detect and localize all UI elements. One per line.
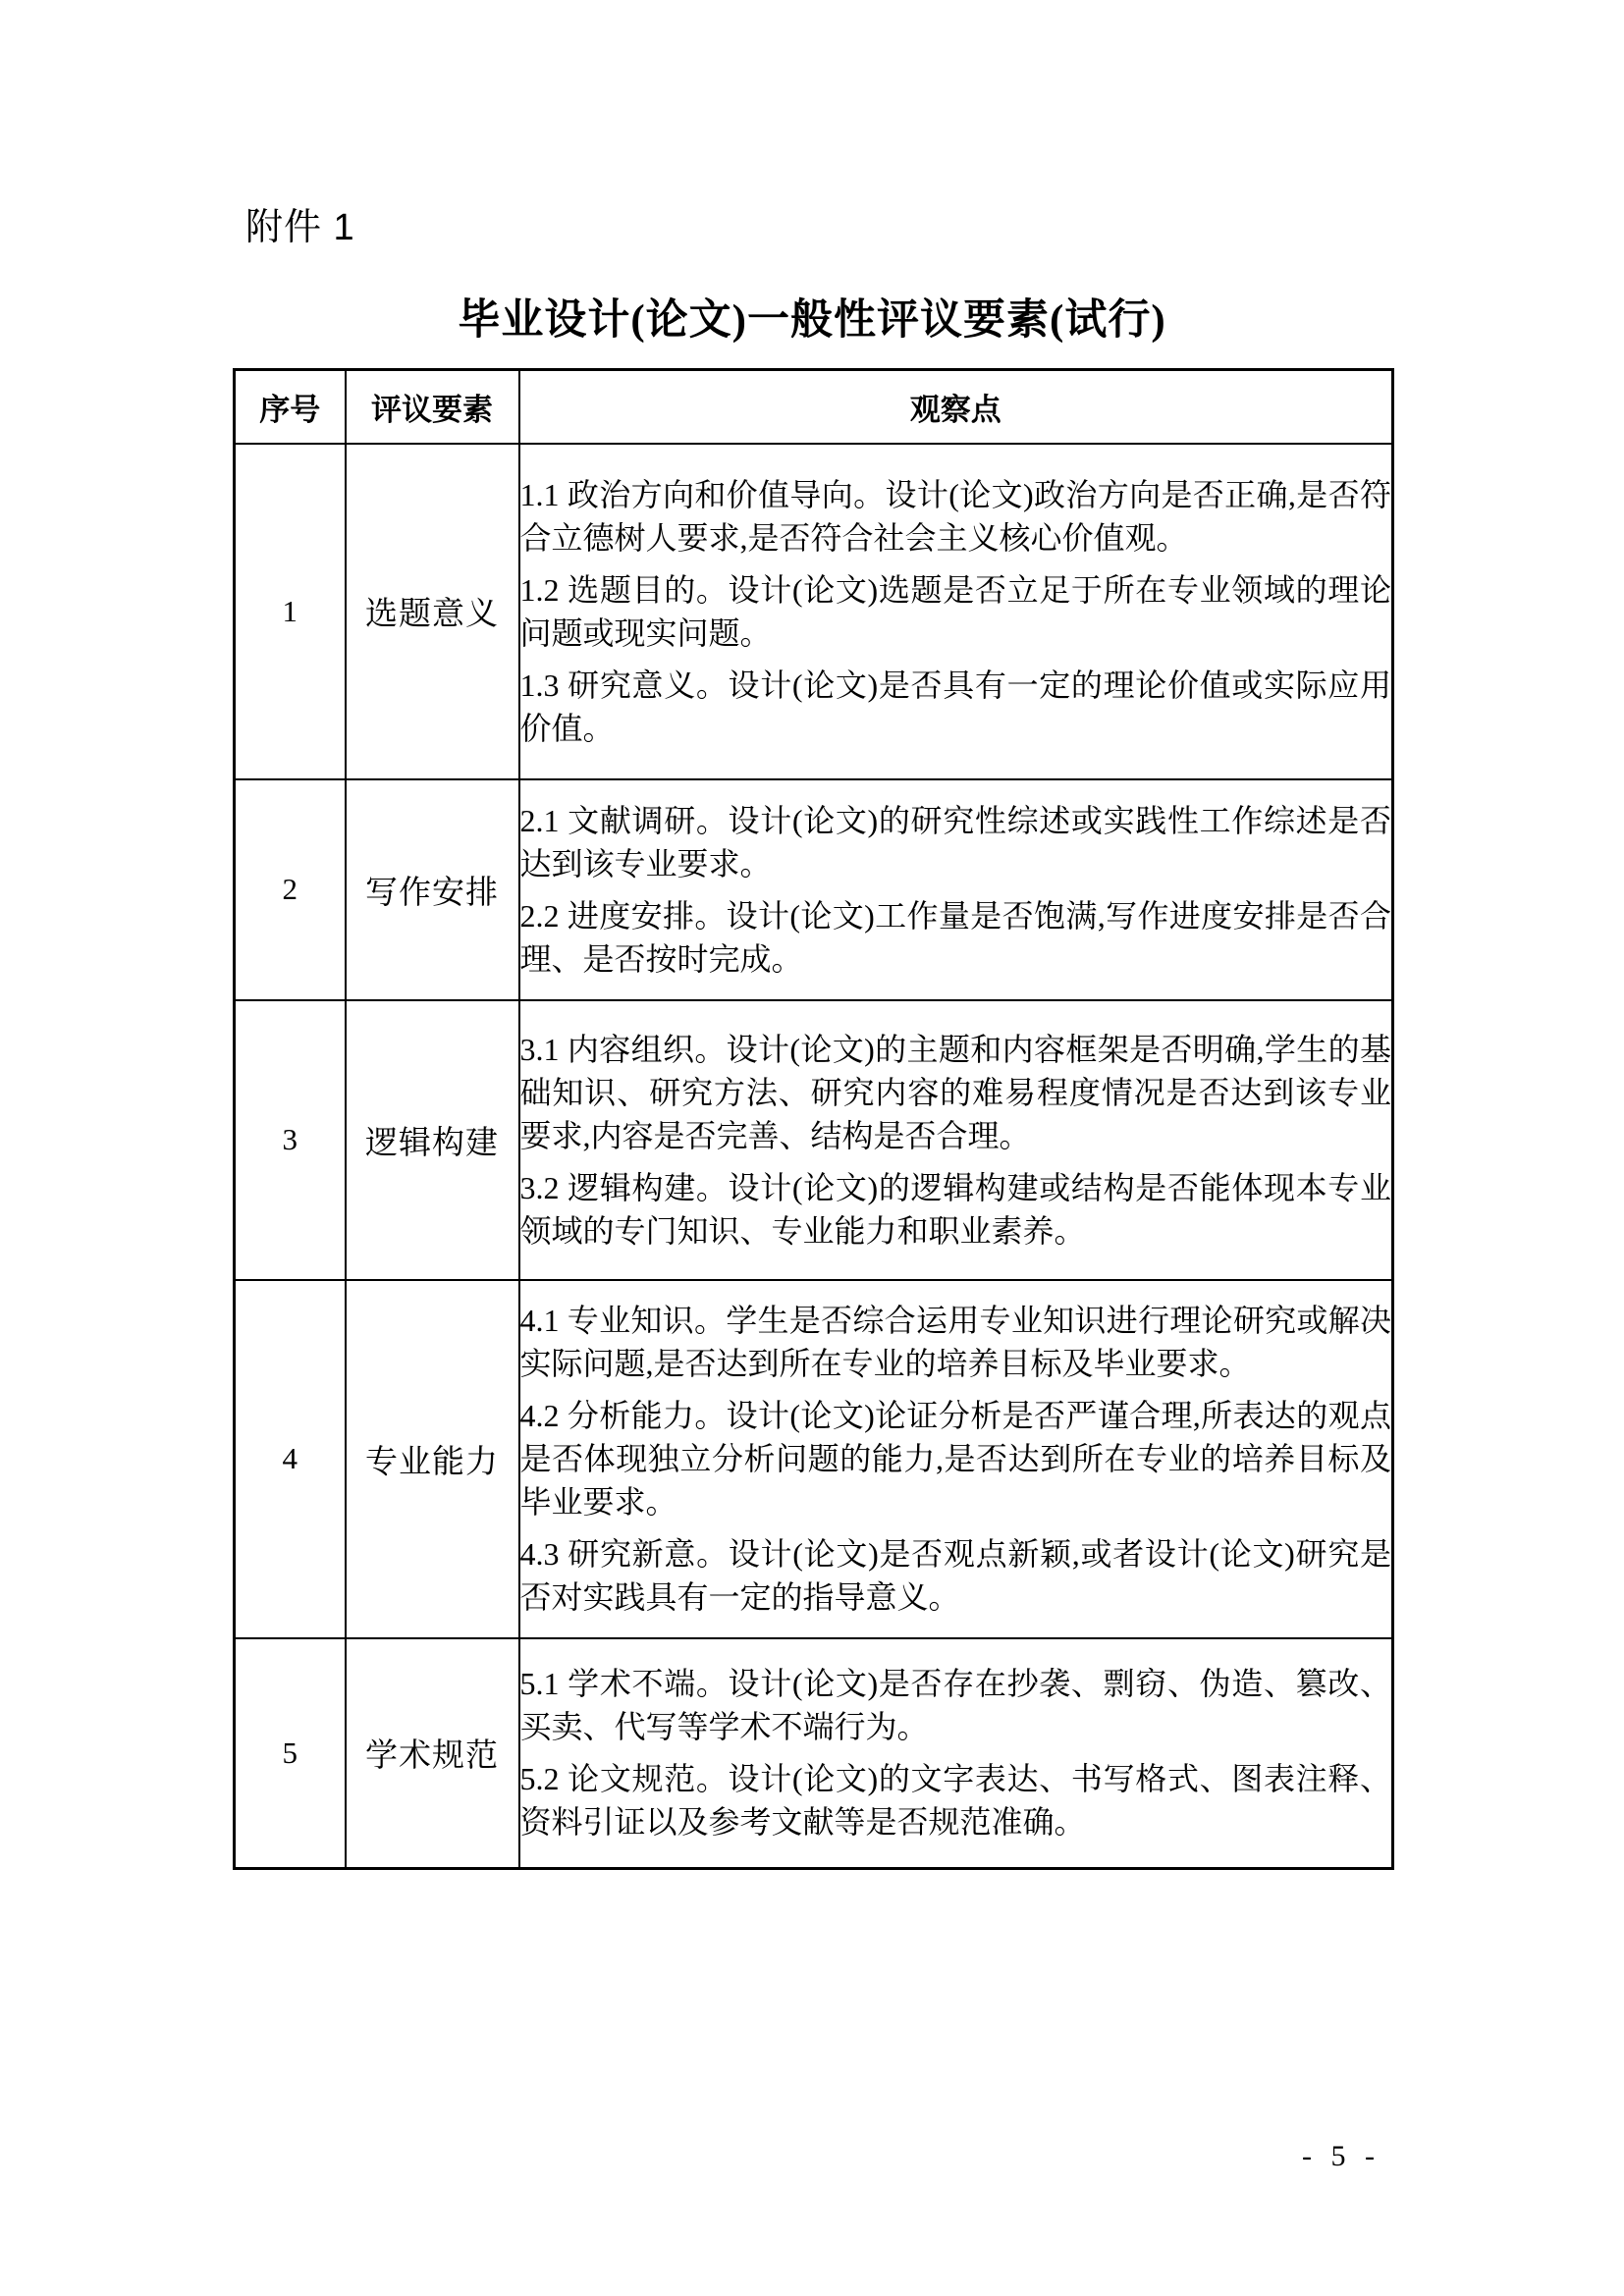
row-number-cell: 3	[235, 1000, 346, 1280]
table-row	[235, 444, 1393, 779]
header-cell-number: 序号	[235, 370, 346, 444]
page-title: 毕业设计(论文)一般性评议要素(试行)	[458, 297, 1166, 344]
table-header-row	[235, 370, 1393, 444]
point-paragraph: 1.2 选题目的。设计(论文)选题是否立足于所在专业领域的理论问题或现实问题。	[519, 571, 1391, 651]
element-cell: 选题意义	[346, 444, 519, 779]
point-paragraph: 4.2 分析能力。设计(论文)论证分析是否严谨合理,所表达的观点是否体现独立分析问题的能力,是否达到所在专业的培养目标及毕业要求。	[519, 1398, 1391, 1520]
point-paragraph: 3.2 逻辑构建。设计(论文)的逻辑构建或结构是否能体现本专业领域的专门知识、专业能力和职业素养。	[519, 1169, 1391, 1249]
header-cell-points: 观察点	[519, 370, 1393, 444]
row-number-cell: 2	[235, 779, 346, 1000]
point-paragraph: 5.2 论文规范。设计(论文)的文字表达、书写格式、图表注释、资料引证以及参考文献等是否规范准确。	[519, 1761, 1391, 1841]
element-cell: 学术规范	[346, 1638, 519, 1869]
element-cell: 专业能力	[346, 1280, 519, 1638]
points-cell	[519, 779, 1393, 1000]
point-paragraph: 1.3 研究意义。设计(论文)是否具有一定的理论价值或实际应用价值。	[519, 667, 1391, 746]
element-cell: 写作安排	[346, 779, 519, 1000]
attachment-label: 附件 1	[245, 207, 355, 248]
element-cell: 逻辑构建	[346, 1000, 519, 1280]
row-number-cell: 1	[235, 444, 346, 779]
point-paragraph: 5.1 学术不端。设计(论文)是否存在抄袭、剽窃、伪造、篡改、买卖、代写等学术不端行为。	[519, 1666, 1391, 1745]
point-paragraph: 2.1 文献调研。设计(论文)的研究性综述或实践性工作综述是否达到该专业要求。	[519, 802, 1391, 881]
header-cell-element: 评议要素	[346, 370, 519, 444]
point-paragraph: 1.1 政治方向和价值导向。设计(论文)政治方向是否正确,是否符合立德树人要求,是否符合社会主义核心价值观。	[519, 476, 1391, 556]
points-cell	[519, 1280, 1393, 1638]
point-paragraph: 4.1 专业知识。学生是否综合运用专业知识进行理论研究或解决实际问题,是否达到所在专业的培养目标及毕业要求。	[519, 1303, 1391, 1381]
table-row	[235, 779, 1393, 1000]
review-table	[233, 368, 1394, 1870]
points-cell	[519, 1638, 1393, 1869]
table-row	[235, 1000, 1393, 1280]
points-cell	[519, 1000, 1393, 1280]
point-paragraph: 3.1 内容组织。设计(论文)的主题和内容框架是否明确,学生的基础知识、研究方法、研究内容的难易程度情况是否达到该专业要求,内容是否完善、结构是否合理。	[519, 1031, 1391, 1153]
point-paragraph: 2.2 进度安排。设计(论文)工作量是否饱满,写作进度安排是否合理、是否按时完成。	[519, 897, 1391, 977]
points-cell	[519, 444, 1393, 779]
point-paragraph: 4.3 研究新意。设计(论文)是否观点新颖,或者设计(论文)研究是否对实践具有一定的指导意义。	[519, 1536, 1391, 1615]
row-number-cell: 4	[235, 1280, 346, 1638]
table-row	[235, 1638, 1393, 1869]
review-table-body	[235, 444, 1393, 1869]
page-number: - 5 -	[1302, 2140, 1380, 2172]
row-number-cell: 5	[235, 1638, 346, 1869]
table-row	[235, 1280, 1393, 1638]
